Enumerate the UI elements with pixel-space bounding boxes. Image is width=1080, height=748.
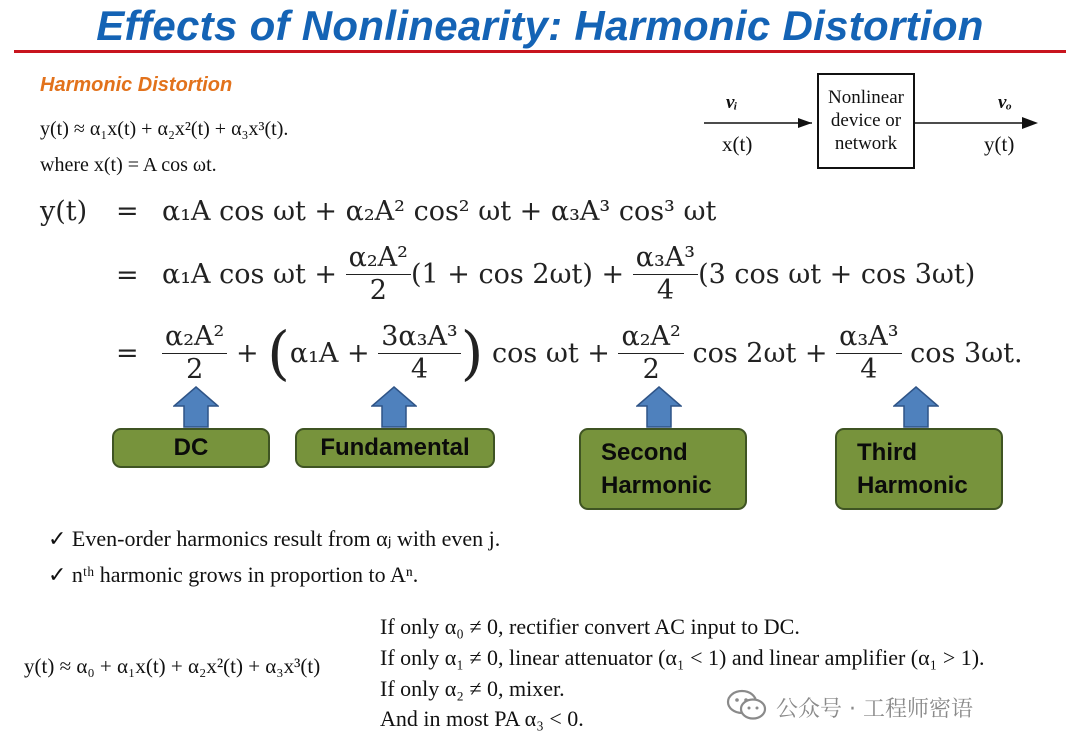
fraction-denominator: 4 — [656, 274, 674, 306]
term-text: α₁A cos ωt + — [162, 258, 338, 290]
nonlinear-block — [818, 86, 914, 155]
fraction-numerator: α₃A³ — [633, 242, 698, 274]
fraction-numerator: α₂A² — [162, 321, 227, 353]
label-line: Third — [857, 439, 917, 466]
fraction-denominator: 2 — [369, 274, 387, 306]
expansion-line-1: α₁A cos ωt + α₂A² cos² ωt + α₃A³ cos³ ωt — [162, 196, 717, 227]
watermark-text: 公众号 · 工程师密语 — [776, 697, 973, 722]
fraction-fundamental — [378, 321, 461, 384]
equals-sign: = — [116, 196, 139, 227]
left-paren: ( — [267, 319, 290, 387]
block-label-line: device or — [830, 110, 902, 131]
block-label-line: network — [834, 133, 898, 154]
equals-sign: = — [116, 260, 139, 291]
note-line: And in most PA α₃ < 0. — [380, 706, 584, 731]
term-text: cos 2ωt + — [692, 337, 828, 369]
second-harmonic-label — [579, 428, 747, 510]
term-text: (1 + cos 2ωt) + — [411, 258, 625, 290]
output-symbol: vₒ — [998, 92, 1012, 113]
label-line: Harmonic — [601, 472, 712, 499]
output-label: y(t) — [984, 132, 1015, 156]
plus-sign: + — [235, 337, 259, 369]
fraction-numerator: α₂A² — [346, 242, 411, 274]
fraction-denominator: 4 — [410, 353, 429, 385]
term-text: α₁A + — [289, 337, 370, 369]
input-definition: where x(t) = A cos ωt. — [40, 154, 217, 176]
note-line: If only α₀ ≠ 0, rectifier convert AC input to DC. — [380, 614, 800, 639]
expansion-lhs: y(t) — [40, 196, 88, 227]
input-symbol: vᵢ — [726, 92, 738, 113]
term-text: cos 3ωt. — [910, 337, 1023, 369]
fraction-denominator: 4 — [860, 353, 878, 385]
bullet-item: ✓ nᵗʰ harmonic grows in proportion to Aⁿ. — [48, 562, 419, 587]
fraction — [346, 242, 411, 305]
term-text: cos ωt + — [492, 337, 610, 369]
label-line: Second — [601, 439, 688, 466]
label-line: Harmonic — [857, 472, 968, 499]
fraction-second — [618, 321, 683, 384]
fraction-dc — [162, 321, 227, 384]
fraction-denominator: 2 — [186, 353, 204, 385]
up-arrow-icon — [371, 386, 417, 428]
wechat-icon — [726, 688, 768, 722]
third-harmonic-label — [835, 428, 1003, 510]
section-heading: Harmonic Distortion — [40, 74, 233, 96]
block-label-line: Nonlinear — [828, 87, 904, 108]
model-equation: y(t) ≈ α₁x(t) + α₂x²(t) + α₃x³(t). — [40, 118, 289, 140]
fraction-third — [836, 321, 901, 384]
expansion-line-2 — [162, 238, 975, 310]
fraction-numerator: α₃A³ — [836, 321, 901, 353]
page-title: Effects of Nonlinearity: Harmonic Distortion — [96, 2, 984, 49]
up-arrow-icon — [893, 386, 939, 428]
right-paren: ) — [460, 319, 484, 387]
note-line: If only α₁ ≠ 0, linear attenuator (α₁ < 1) and linear amplifier (α₁ > 1). — [380, 645, 985, 670]
fraction-numerator: α₂A² — [618, 321, 683, 353]
fraction-numerator: 3α₃A³ — [378, 321, 461, 353]
equals-sign: = — [116, 338, 139, 369]
note-line: If only α₂ ≠ 0, mixer. — [380, 676, 565, 701]
fraction-denominator: 2 — [642, 353, 660, 385]
bottom-equation: y(t) ≈ α₀ + α₁x(t) + α₂x²(t) + α₃x³(t) — [24, 654, 321, 678]
input-label: x(t) — [722, 132, 753, 156]
bullet-item: ✓ Even-order harmonics result from αⱼ with even j. — [48, 526, 501, 551]
block-diagram — [700, 68, 1050, 178]
up-arrow-icon — [636, 386, 682, 428]
dc-label: DC — [112, 428, 270, 468]
term-text: (3 cos ωt + cos 3ωt) — [698, 258, 976, 290]
expansion-line-3 — [162, 315, 1023, 391]
fundamental-label: Fundamental — [295, 428, 495, 468]
fraction — [633, 242, 698, 305]
up-arrow-icon — [173, 386, 219, 428]
title-divider — [14, 50, 1066, 53]
